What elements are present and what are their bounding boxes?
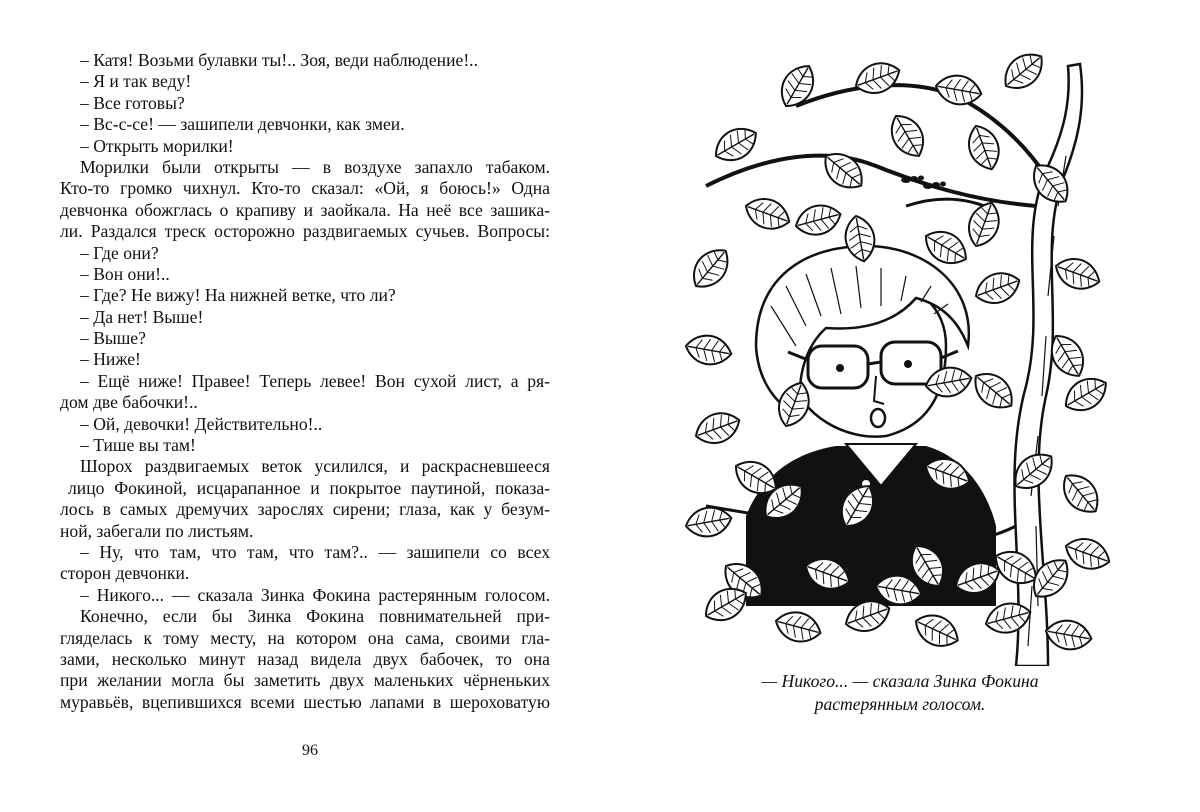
text-line: – Вс-с-се! — зашипели девчонки, как змеи.: [80, 114, 405, 135]
text-line: сторон девчонки.: [60, 563, 190, 584]
text-line: – Открыть морилки!: [80, 135, 234, 156]
text-line: гляделась к тому месту, на котором она сама, своими гла-: [60, 627, 550, 648]
text-line: дом две бабочки!..: [60, 392, 198, 413]
text-line: лось в самых дремучих зарослях сирени; глаза, как у безум-: [60, 499, 550, 520]
text-line: – Никого... — сказала Зинка Фокина растерянным голосом.: [80, 584, 550, 605]
text-line: Морилки были открыты — в воздухе запахло табаком.: [80, 156, 550, 177]
text-line: – Где они?: [80, 242, 159, 263]
left-page-text: [60, 50, 550, 713]
text-line: при желании могла бы заметить двух маленьких чёрненьких: [60, 670, 550, 691]
girl-mouth: [871, 409, 885, 427]
text-line: – Тише вы там!: [80, 435, 196, 456]
page-number: 96: [302, 742, 318, 759]
text-line: – Все готовы?: [80, 92, 185, 113]
text-line: Шорох раздвигаемых веток усилился, и раскрасневшееся: [80, 456, 550, 477]
text-line: – Вон они!..: [80, 263, 170, 284]
text-line: – Выше?: [80, 328, 146, 349]
text-line: Конечно, если бы Зинка Фокина повнимательней при-: [80, 606, 550, 627]
text-line: – Я и так веду!: [80, 71, 192, 92]
text-line: ной, забегали по листьям.: [60, 520, 254, 541]
girl-figure: [746, 246, 996, 606]
text-line: – Ниже!: [80, 349, 141, 370]
text-line: – Где? Не вижу! На нижней ветке, что ли?: [80, 285, 396, 306]
text-line: – Да нет! Выше!: [80, 306, 204, 327]
girl-in-leaves-illustration: [676, 46, 1124, 666]
text-line: Кто-то громко чихнул. Кто-то сказал: «Ой, я боюсь!» Одна: [60, 178, 550, 199]
text-line: – Ну, что там, что там, что там?.. — зашипели со всех: [80, 541, 550, 562]
text-line: девчонка обожглась о крапиву и заойкала. На неё все зашика-: [60, 199, 550, 220]
caption-line: — Никого... — сказала Зинка Фокина: [761, 671, 1039, 691]
text-line: – Катя! Возьми булавки ты!.. Зоя, веди наблюдение!..: [80, 50, 478, 70]
text-line: муравьёв, вцепившихся всеми шестью лапами в шероховатую: [60, 691, 550, 712]
text-line: – Ещё ниже! Правее! Теперь левее! Вон сухой лист, а ря-: [80, 370, 550, 391]
text-line: лицо Фокиной, исцарапанное и покрытое паутиной, показа-: [68, 477, 550, 498]
text-line: зами, несколько минут назад видела двух бабочек, то она: [60, 648, 550, 669]
text-line: – Ой, девочки! Действительно!..: [80, 413, 323, 434]
caption-line: растерянным голосом.: [814, 694, 986, 714]
text-line: ли. Раздался треск осторожно раздвигаемых сучьев. Вопросы:: [60, 221, 550, 242]
illustration-caption: [700, 670, 1100, 716]
